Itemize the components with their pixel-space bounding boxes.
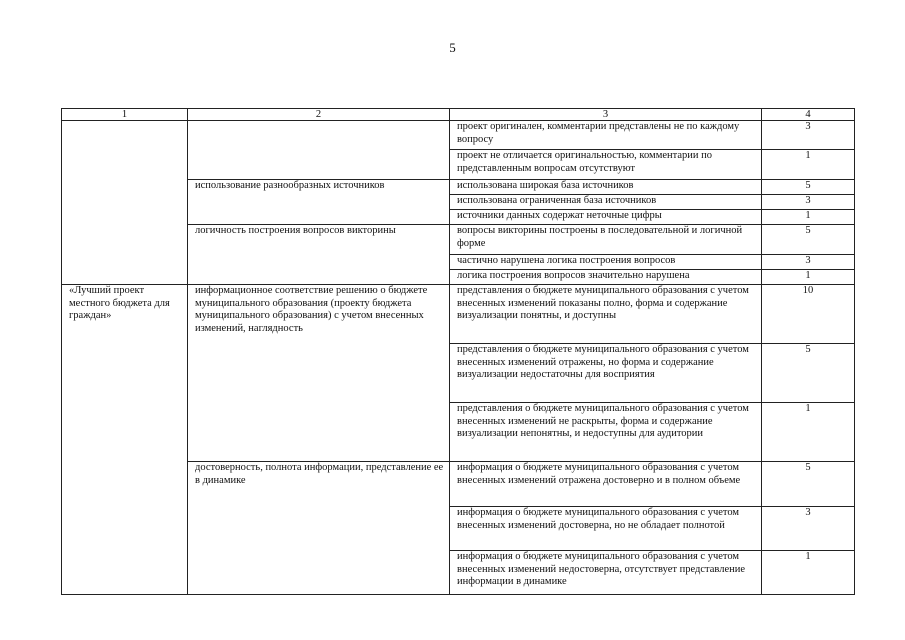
indicator-cell: источники данных содержат неточные цифры [450,210,762,225]
indicator-cell: использована ограниченная база источников [450,195,762,210]
indicator-cell: представления о бюджете муниципального образования с учетом внесенных изменений отражены, но форма и содержание визуализации недостаточны для восприятия [450,344,762,403]
score-cell: 3 [762,507,855,551]
indicator-cell: проект оригинален, комментарии представлены не по каждому вопросу [450,121,762,150]
page-number: 5 [449,40,456,55]
column-header-indicator: 3 [450,109,762,121]
score-cell: 10 [762,285,855,344]
indicator-cell: представления о бюджете муниципального образования с учетом внесенных изменений показаны полно, форма и содержание визуализации понятны, и доступны [450,285,762,344]
score-cell: 3 [762,255,855,270]
indicator-cell: информация о бюджете муниципального образования с учетом внесенных изменений достоверна, но не обладает полнотой [450,507,762,551]
indicator-cell: проект не отличается оригинальностью, комментарии по представленным вопросам отсутствуют [450,150,762,180]
indicator-cell: логика построения вопросов значительно нарушена [450,270,762,285]
indicator-cell: информация о бюджете муниципального образования с учетом внесенных изменений отражена достоверно и в полном объеме [450,462,762,507]
indicator-cell: представления о бюджете муниципального образования с учетом внесенных изменений не раскрыты, форма и содержание визуализации непонятны, и недоступны для аудитории [450,403,762,462]
score-cell: 5 [762,225,855,255]
score-cell: 5 [762,462,855,507]
score-cell: 1 [762,403,855,462]
nomination-cell-continued [62,121,188,285]
indicator-cell: использована широкая база источников [450,180,762,195]
indicator-cell: вопросы викторины построены в последовательной и логичной форме [450,225,762,255]
table-row [62,285,855,344]
score-cell: 1 [762,150,855,180]
criterion-cell: информационное соответствие решению о бюджете муниципального образования (проекту бюджета муниципального образования) с учетом внесенных изменений, наглядность [188,285,450,462]
criterion-cell-continued [188,121,450,180]
column-header-criterion: 2 [188,109,450,121]
score-cell: 1 [762,551,855,595]
header-row [62,109,855,121]
indicator-cell: информация о бюджете муниципального образования с учетом внесенных изменений недостоверна, отсутствует представление информации в динамике [450,551,762,595]
score-cell: 5 [762,180,855,195]
criterion-cell: достоверность, полнота информации, представление ее в динамике [188,462,450,595]
criterion-cell: использование разнообразных источников [188,180,450,225]
score-cell: 3 [762,121,855,150]
table-row [62,121,855,150]
nomination-cell: «Лучший проект местного бюджета для граждан» [62,285,188,595]
criteria-table [61,108,855,595]
column-header-score: 4 [762,109,855,121]
column-header-nomination: 1 [62,109,188,121]
criterion-cell: логичность построения вопросов викторины [188,225,450,285]
score-cell: 5 [762,344,855,403]
score-cell: 1 [762,210,855,225]
score-cell: 3 [762,195,855,210]
indicator-cell: частично нарушена логика построения вопросов [450,255,762,270]
score-cell: 1 [762,270,855,285]
